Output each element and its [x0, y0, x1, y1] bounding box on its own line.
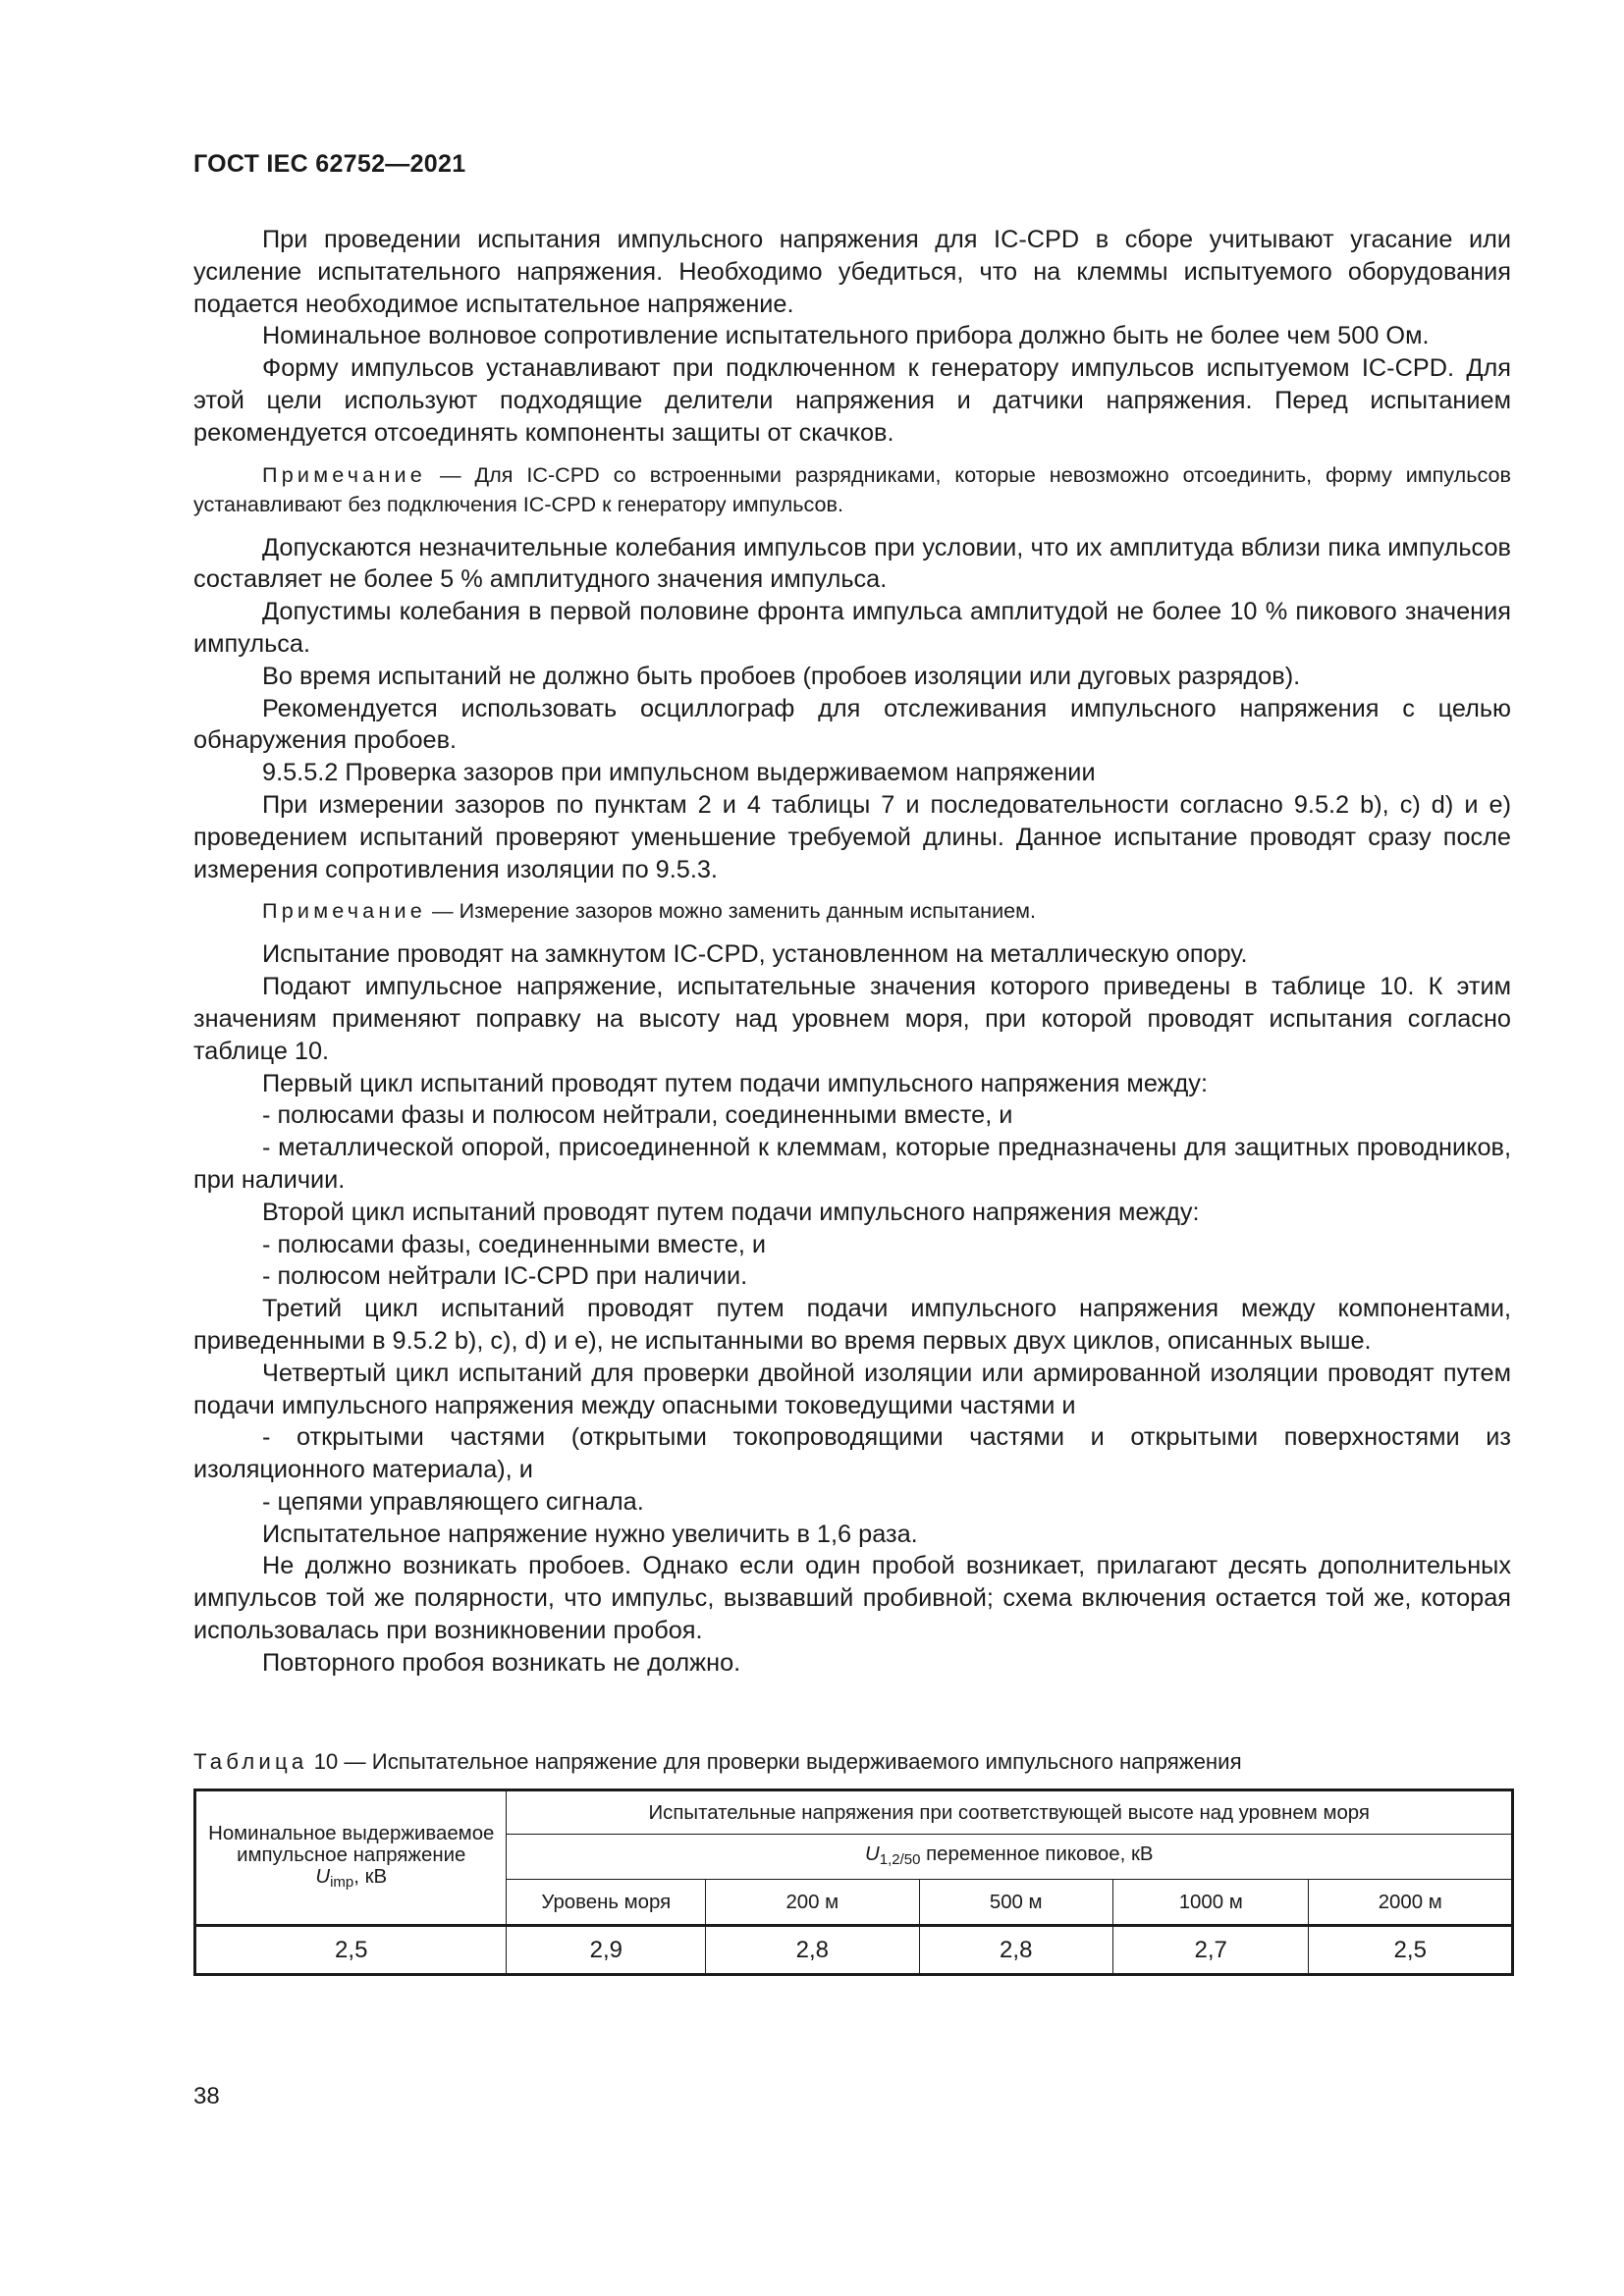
altitude-header: 1000 м: [1112, 1880, 1309, 1926]
table-cell: 2,8: [919, 1926, 1112, 1975]
paragraph: Допускаются незначительные колебания импульсов при условии, что их амплитуда вблизи пика импульсов составляет не более 5 % амплитудного значения импульса.: [193, 533, 1511, 594]
paragraph: Номинальное волновое сопротивление испытательного прибора должно быть не более чем 500 Ом.: [262, 322, 1430, 350]
paragraph: Во время испытаний не должно быть пробоев (пробоев изоляции или дуговых разрядов).: [262, 662, 1301, 690]
body-text: [193, 224, 1511, 1680]
sub-header-var: U: [865, 1842, 880, 1865]
paragraph: Третий цикл испытаний проводят путем подачи импульсного напряжения между компонентами, приведенными в 9.5.2 b), c), d) и e), не испытанными во время первых двух циклов, описанных выше.: [193, 1295, 1511, 1355]
table-caption: [193, 1747, 1511, 1777]
note-text: — Для IC-CPD со встроенными разрядниками, которые невозможно отсоединить, форму импульсов устанавливают без подключения IC-CPD к генератору импульсов.: [193, 461, 1511, 516]
list-item: - полюсами фазы и полюсом нейтрали, соединенными вместе, и: [262, 1101, 1013, 1130]
note-1: [193, 460, 1511, 519]
table-caption-label: Таблица: [193, 1749, 308, 1774]
note-2: [193, 896, 1511, 926]
rated-voltage-cell: 2,5: [195, 1926, 507, 1975]
list-item: - цепями управляющего сигнала.: [262, 1487, 644, 1516]
table-row: [195, 1926, 1513, 1975]
table-cell: 2,5: [1309, 1926, 1513, 1975]
sub-header-sub: 1,2/50: [879, 1850, 921, 1868]
note-label: Примечание: [262, 898, 426, 924]
altitude-header: Уровень моря: [507, 1880, 706, 1926]
paragraph: Испытание проводят на замкнутом IC-CPD, установленном на металлическую опору.: [262, 940, 1248, 969]
table-cell: 2,9: [507, 1926, 706, 1975]
document-header: ГОСТ IEC 62752—2021: [193, 150, 466, 178]
stub-header-text: Номинальное выдерживаемое импульсное напряжение: [208, 1822, 495, 1866]
paragraph: Рекомендуется использовать осциллограф для отслеживания импульсного напряжения с целью обнаружения пробоев.: [193, 694, 1511, 755]
paragraph: Допустимы колебания в первой половине фронта импульса амплитудой не более 10 % пикового значения импульса.: [193, 598, 1511, 658]
stub-header: [195, 1790, 507, 1926]
altitude-header: 500 м: [919, 1880, 1112, 1926]
paragraph: При проведении испытания импульсного напряжения для IC-CPD в сборе учитывают угасание или усиление испытательного напряжения. Необходимо убедиться, что на клеммы испытуемого оборудования подается необходимое испытательное напряжение.: [193, 226, 1511, 318]
group-header: Испытательные напряжения при соответствующей высоте над уровнем моря: [507, 1790, 1513, 1835]
paragraph: Форму импульсов устанавливают при подключенном к генератору импульсов испытуемом IC-CPD. Для этой цели используют подходящие делители напряжения и датчики напряжения. Перед испытанием рекомендуется отсоединять компоненты защиты от скачков.: [193, 354, 1511, 447]
paragraph: Второй цикл испытаний проводят путем подачи импульсного напряжения между:: [262, 1198, 1200, 1226]
paragraph: При измерении зазоров по пунктам 2 и 4 таблицы 7 и последовательности согласно 9.5.2 b), c) d) и e) проведением испытаний проверяют уменьшение требуемой длины. Данное испытание проводят сразу после измерения сопротивления изоляции по 9.5.3.: [193, 790, 1511, 883]
list-item: - полюсом нейтрали IC-CPD при наличии.: [262, 1262, 748, 1291]
page-number: 38: [193, 2083, 220, 2109]
stub-header-var: U: [315, 1865, 331, 1888]
note-label: Примечание: [262, 461, 426, 487]
altitude-header: 200 м: [706, 1880, 919, 1926]
paragraph: Испытательное напряжение нужно увеличить в 1,6 раза.: [262, 1520, 918, 1548]
section-heading: 9.5.5.2 Проверка зазоров при импульсном выдерживаемом напряжении: [262, 759, 1096, 787]
list-item: - полюсами фазы, соединенными вместе, и: [262, 1230, 767, 1258]
paragraph: Не должно возникать пробоев. Однако если один пробой возникает, прилагают десять дополнительных импульсов той же полярности, что импульс, вызвавший пробивной; схема включения остается той же, которая использовалась при возникновении пробоя.: [193, 1552, 1511, 1645]
stub-header-sub: imp: [330, 1873, 354, 1891]
table-caption-text: 10 — Испытательное напряжение для проверки выдерживаемого импульсного напряжения: [307, 1749, 1242, 1774]
sub-header-text: переменное пиковое, кВ: [920, 1842, 1154, 1865]
table-cell: 2,8: [706, 1926, 919, 1975]
paragraph: Четвертый цикл испытаний для проверки двойной изоляции или армированной изоляции проводят путем подачи импульсного напряжения между опасными токоведущими частями и: [193, 1359, 1511, 1419]
test-voltage-table: [193, 1789, 1514, 1976]
list-item: - открытыми частями (открытыми токопроводящими частями и открытыми поверхностями из изоляционного материала), и: [193, 1423, 1511, 1484]
altitude-header: 2000 м: [1309, 1880, 1513, 1926]
table-cell: 2,7: [1112, 1926, 1309, 1975]
stub-header-unit: , кВ: [353, 1865, 388, 1888]
paragraph: Подают импульсное напряжение, испытательные значения которого приведены в таблице 10. К этим значениям применяют поправку на высоту над уровнем моря, при которой проводят испытания согласно таблице 10.: [193, 973, 1511, 1065]
paragraph: Повторного пробоя возникать не должно.: [262, 1648, 741, 1677]
paragraph: Первый цикл испытаний проводят путем подачи импульсного напряжения между:: [262, 1069, 1208, 1097]
sub-header: [507, 1835, 1513, 1880]
note-text: — Измерение зазоров можно заменить данным испытанием.: [426, 898, 1036, 924]
list-item: - металлической опорой, присоединенной к клеммам, которые предназначены для защитных проводников, при наличии.: [193, 1134, 1511, 1194]
